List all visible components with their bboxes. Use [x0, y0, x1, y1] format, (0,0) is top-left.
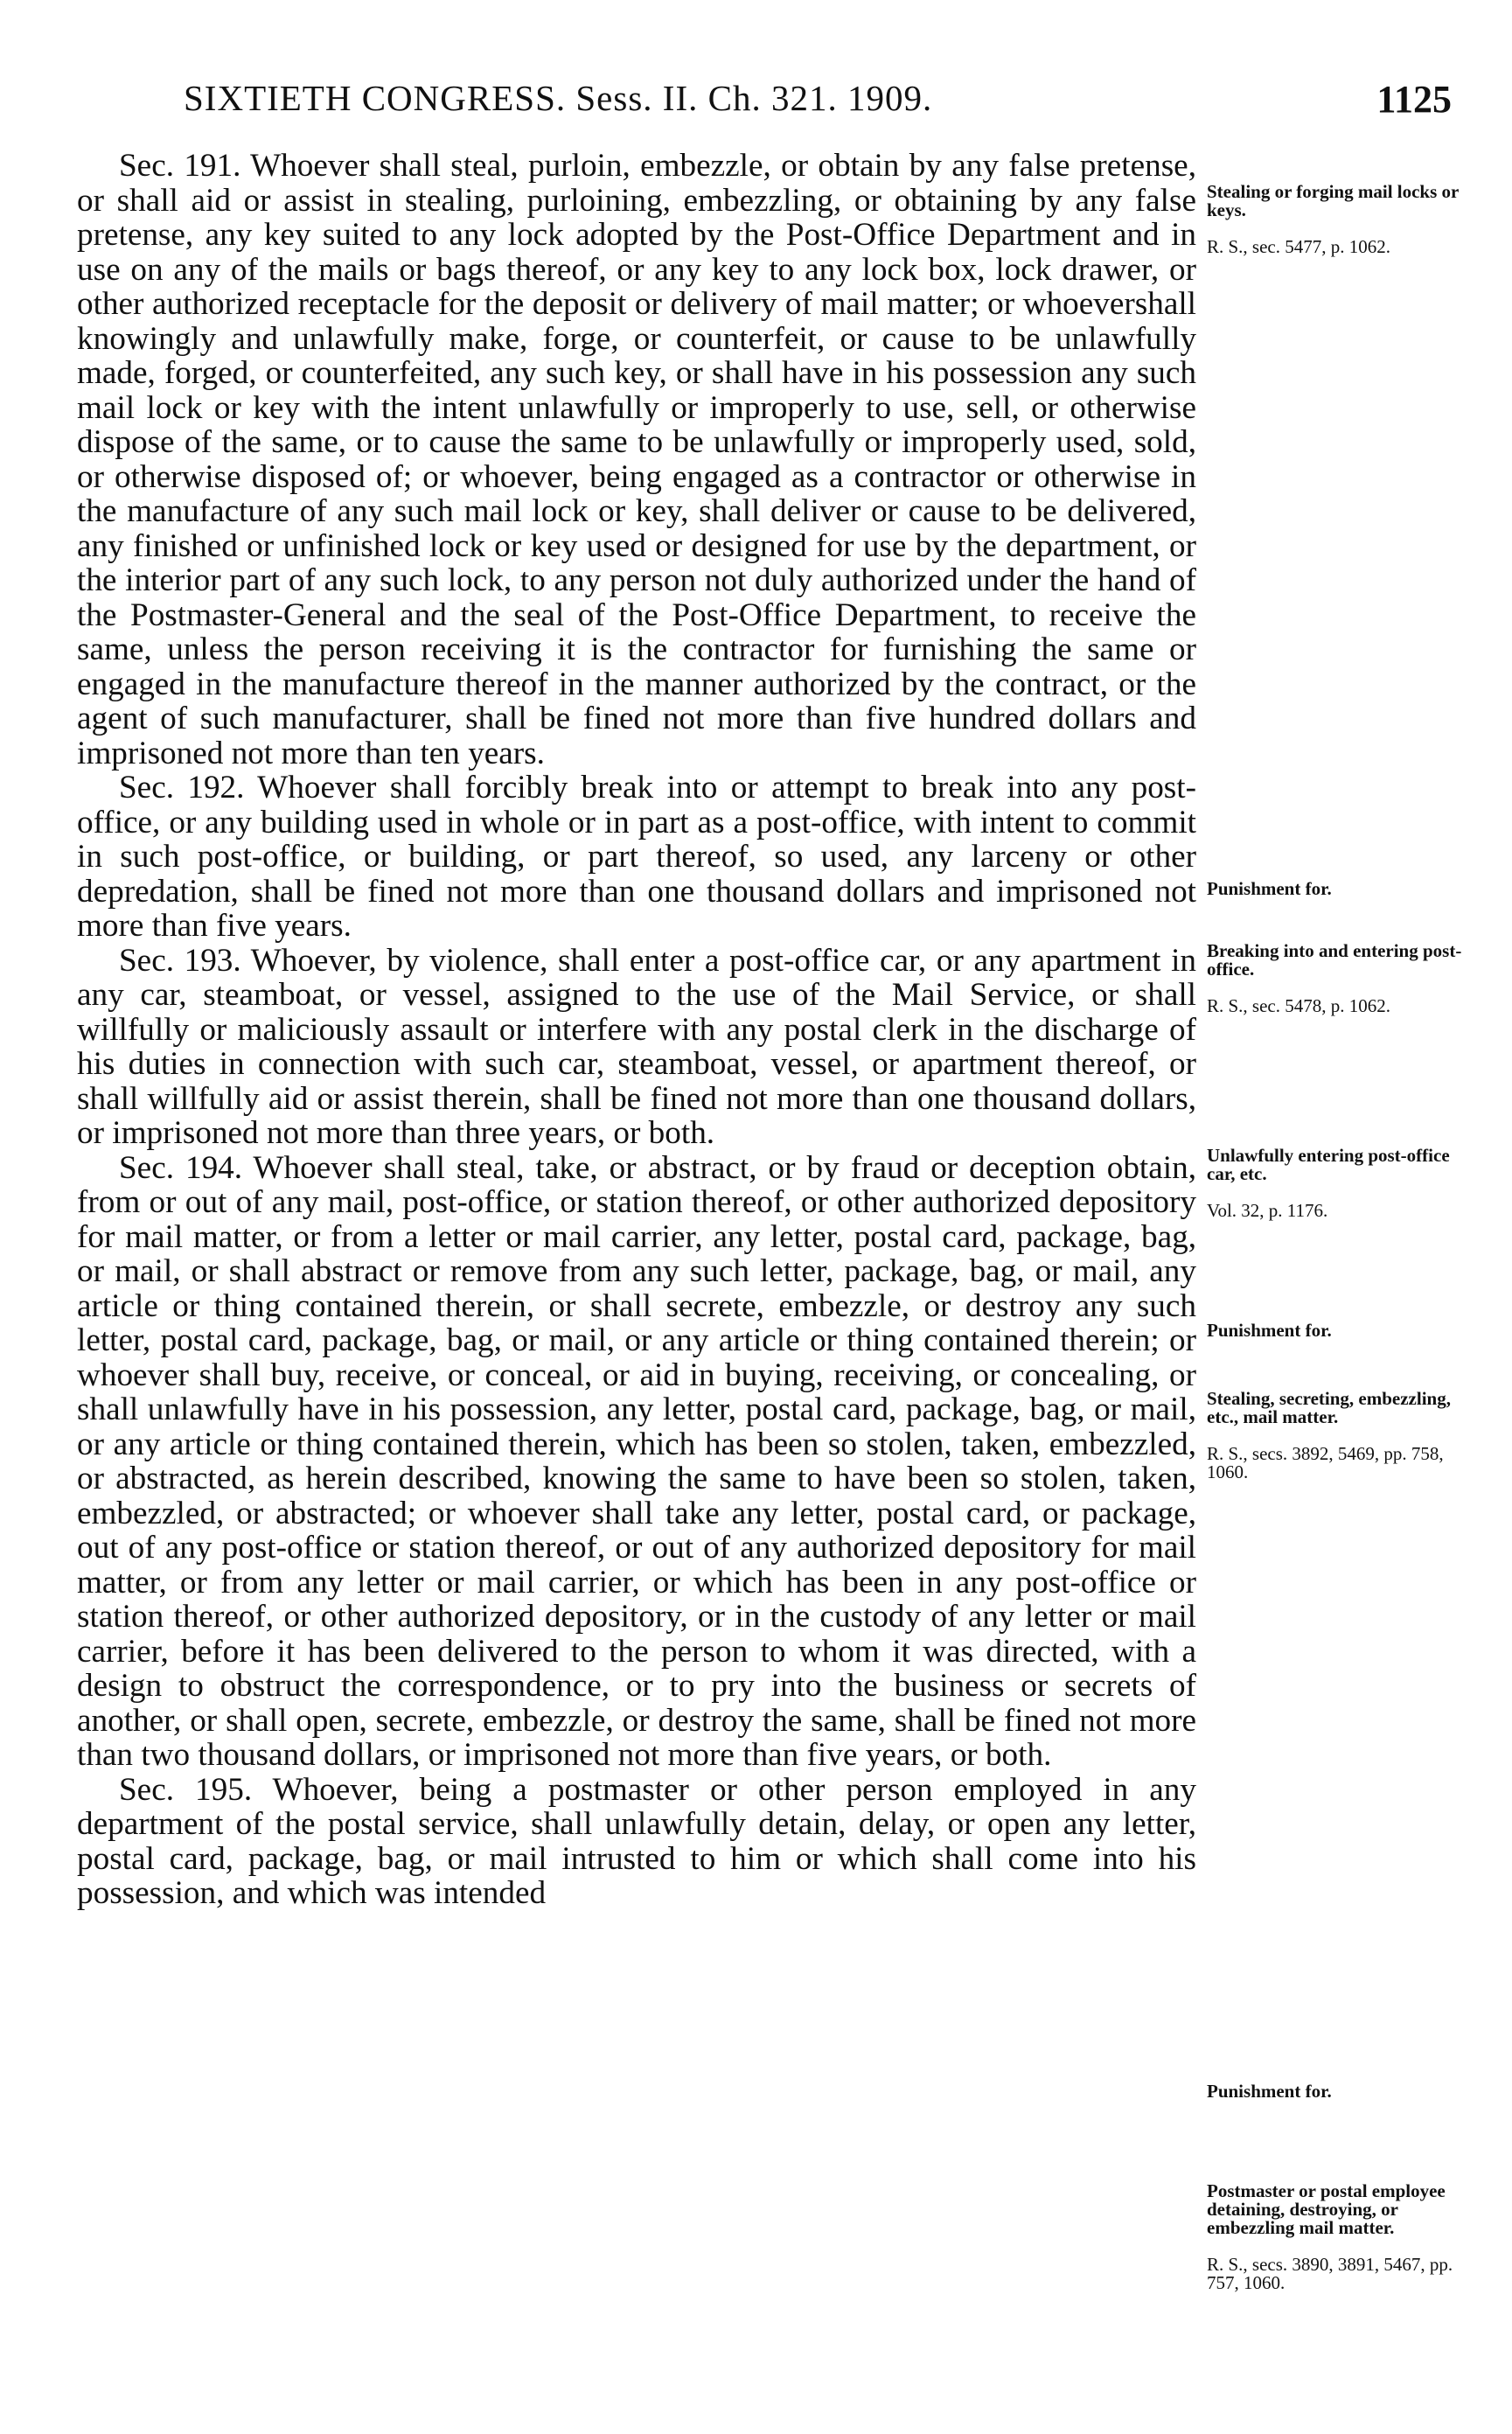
section-191: Sec. 191. Whoever shall steal, purloin, embezzle, or obtain by any false pretense, or shall aid or assist in stealing, purloining, embezzling, or obtaining by any false pretense, any key suited to any lock adopted by the Post-Office Department and in use on any of the mails or bags thereof, or any key to any lock box, lock drawer, or other authorized receptacle for the deposit or delivery of mail matter; or whoevershall knowingly and unlawfully make, forge, or counterfeit, or cause to be unlawfully made, forged, or counterfeited, any such key, or shall have in his possession any such mail lock or key with the intent unlawfully or improperly to use, sell, or otherwise dispose of the same, or to cause the same to be unlawfully or improperly used, sold, or otherwise disposed of; or whoever, being engaged as a contractor or otherwise in the manufacture of any such mail lock or key, shall deliver or cause to be delivered, any finished or unfinished lock or key used or designed for use by the department, or the interior part of any such lock, to any person not duly authorized under the hand of the Postmaster-General and the seal of the Post-Office Department, to receive the same, unless the person receiving it is the contractor for furnishing the same or engaged in the manufacture thereof in the manner authorized by the contract, or the agent of such manufacturer, shall be fined not more than five hundred dollars and imprisoned not more than ten years.: [77, 148, 1196, 771]
marginal-note-heading: Unlawfully entering post-office car, etc.: [1207, 1145, 1450, 1184]
marginal-note-heading: Breaking into and entering post-office.: [1207, 940, 1462, 980]
marginal-note-stealing-mail: [1207, 1371, 1474, 1500]
marginal-note-heading: Stealing, secreting, embezzling, etc., mail matter.: [1207, 1388, 1451, 1427]
marginal-note-heading: Punishment for.: [1207, 878, 1332, 899]
marginal-note-heading: Punishment for.: [1207, 1320, 1332, 1341]
marginal-note-reference: R. S., secs. 3892, 5469, pp. 758, 1060.: [1207, 1443, 1444, 1482]
section-194: Sec. 194. Whoever shall steal, take, or abstract, or by fraud or deception obtain, from or out of any mail, post-office, or station thereof, or other authorized depository for mail matter, or from a letter or mail carrier, any letter, postal card, package, bag, or mail, or shall abstract or remove from any such letter, package, bag, or mail, any article or thing contained therein, or shall secrete, embezzle, or destroy any such letter, postal card, package, bag, or mail, or any article or thing contained therein; or whoever shall buy, receive, or conceal, or aid in buying, receiving, or concealing, or shall unlawfully have in his possession, any letter, postal card, package, bag, or mail, or any article or thing contained therein, which has been so stolen, taken, embezzled, or abstracted, as herein described, knowing the same to have been so stolen, taken, embezzled, or abstracted; or whoever shall take any letter, postal card, or package, out of any post-office or station thereof, or out of any authorized depository for mail matter, or from any letter or mail carrier, or which has been in any post-office or station thereof, or other authorized depository, or in the custody of any letter or mail carrier, before it has been delivered to the person to whom it was directed, with a design to obstruct the correspondence, or to pry into the business or secrets of another, or shall open, secrete, embezzle, or destroy the same, shall be fined not more than two thousand dollars, or imprisoned not more than five years, or both.: [77, 1149, 1196, 1773]
marginal-note-postmaster-detaining: [1207, 2164, 1474, 2311]
marginal-note-stealing-locks: [1207, 164, 1474, 275]
marginal-note-reference: R. S., secs. 3890, 3891, 5467, pp. 757, 1060.: [1207, 2254, 1453, 2293]
running-title: SIXTIETH CONGRESS. Sess. II. Ch. 321. 1909.: [184, 78, 933, 118]
marginal-note-heading: Punishment for.: [1207, 2081, 1332, 2102]
marginal-note-punishment-191: [1207, 861, 1474, 917]
marginal-note-heading: Stealing or forging mail locks or keys.: [1207, 181, 1459, 220]
marginal-note-reference: Vol. 32, p. 1176.: [1207, 1200, 1328, 1221]
marginal-note-punishment-194: [1207, 2064, 1474, 2119]
section-192: Sec. 192. Whoever shall forcibly break into or attempt to break into any post-office, or any building used in whole or in part as a post-office, with intent to commit in such post-office, or building, or part thereof, so used, any larceny or other depredation, shall be fined not more than one thousand dollars and imprisoned not more than five years.: [77, 770, 1196, 944]
marginal-note-reference: R. S., sec. 5477, p. 1062.: [1207, 236, 1390, 257]
marginal-note-heading: Postmaster or postal employee detaining, destroying, or embezzling mail matter.: [1207, 2180, 1446, 2238]
page-number: 1125: [1376, 78, 1452, 121]
marginal-note-breaking-into: [1207, 924, 1474, 1034]
page-header: [79, 77, 1452, 129]
marginal-note-punishment-193: [1207, 1303, 1474, 1358]
statute-text: [77, 149, 1196, 1911]
marginal-note-entering-car: [1207, 1128, 1474, 1238]
section-193: Sec. 193. Whoever, by violence, shall enter a post-office car, or any apartment in any car, steamboat, or vessel, assigned to the use of the Mail Service, or shall willfully or maliciously assault or interfere with any postal clerk in the discharge of his duties in connection with such car, steamboat, vessel, or apartment thereof, or shall willfully aid or assist therein, shall be fined not more than one thousand dollars, or imprisoned not more than three years, or both.: [77, 942, 1196, 1151]
section-195: Sec. 195. Whoever, being a postmaster or other person employed in any department of the postal service, shall unlawfully detain, delay, or open any letter, postal card, package, bag, or mail intrusted to him or which shall come into his possession, and which was intended: [77, 1771, 1196, 1911]
marginal-note-reference: R. S., sec. 5478, p. 1062.: [1207, 995, 1390, 1016]
